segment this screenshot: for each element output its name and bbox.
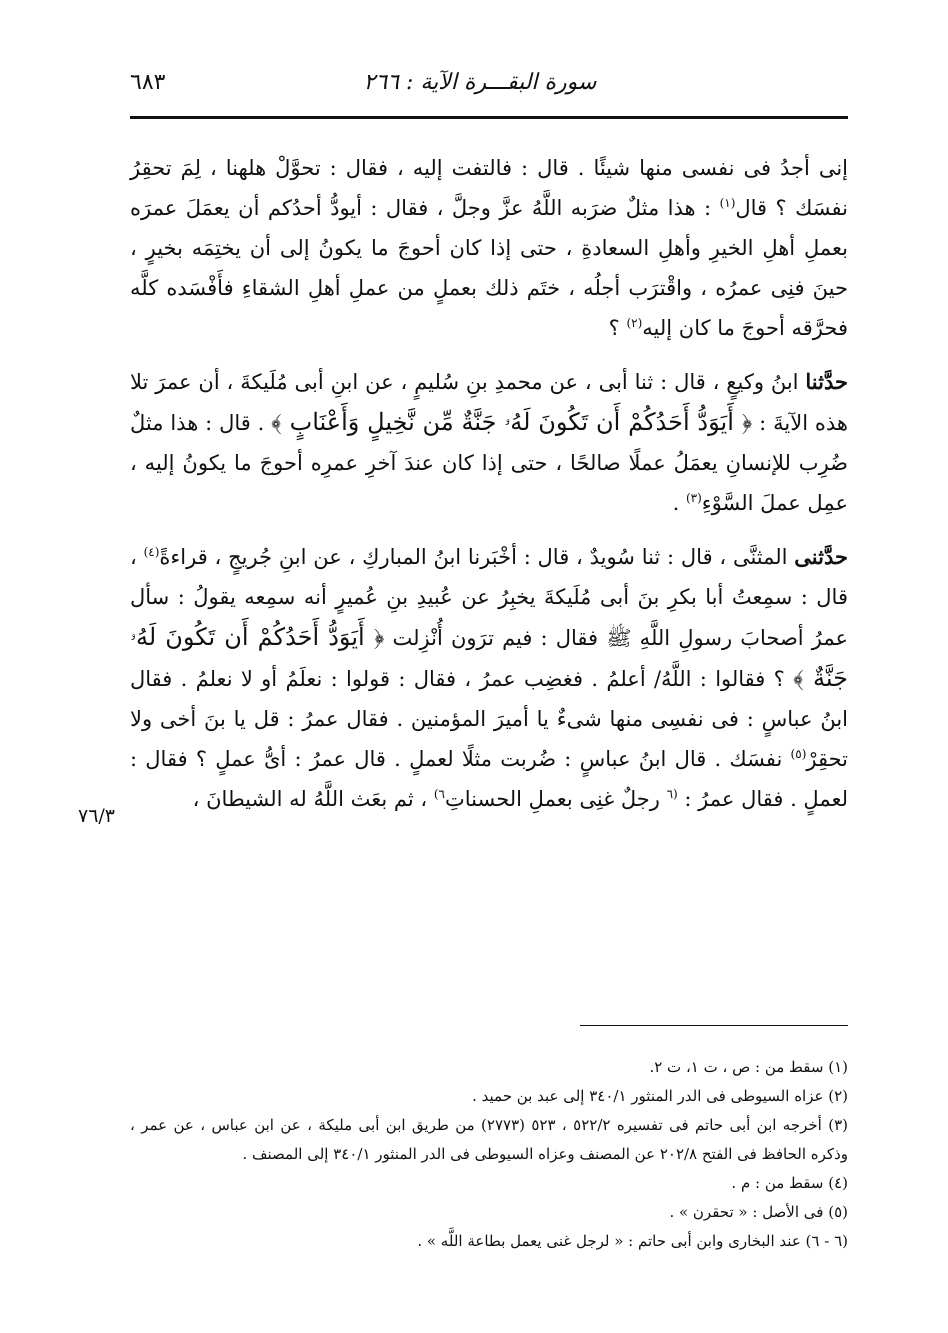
margin-volume-page-note: ٧٦/٣: [78, 805, 116, 827]
footnote-ref: (٣): [685, 491, 702, 505]
footnote-ref: (٥): [790, 747, 807, 761]
paragraph-3: [130, 537, 848, 819]
paragraph-text: ؟ فقالوا : اللَّهُ/ أعلمُ . فغضِب عمرُ ، فقال : قولوا : نعلَمُ أو لا نعلمُ . فقال ابنُ عباسٍ : فى نفسِى منها شىءٌ يا أميرَ المؤمنين . فقال عمرُ : قل يا بنَ أخى ولا تحقِرْ: [130, 667, 848, 771]
paragraph-text: نفسَك . قال ابنُ عباسٍ : ضُربت مثلًا لعملٍ . قال عمرُ : أىُّ عملٍ ؟ فقال : لعملٍ . فقال عمرُ :: [130, 747, 848, 811]
footnote-ref: (٢): [626, 316, 643, 330]
paragraph-text: ابنُ وكيعٍ ، قال : ثنا أبى ، عن محمدِ بنِ سُليمٍ ، عن ابنِ أبى مُلَيكةَ ، أن عمرَ تلا هذه الآيةَ :: [130, 370, 848, 435]
footnote-ref: ٦): [433, 787, 445, 801]
isnad-lead: حدَّثنى: [794, 544, 848, 569]
footnote-item: (١) سقط من : ص ، ت ١، ت ٢.: [649, 1058, 848, 1076]
footnote-rule: [580, 1025, 848, 1026]
paragraph-text: إنى أجدُ فى نفسى منها شيئًا . قال : فالتفت إليه ، فقال : تحوَّلْ هلهنا ، لِمَ تحقِرُ نفسَك ؟ قال: [130, 156, 849, 220]
footnote-ref: (٦: [666, 787, 678, 801]
paragraph-1: [130, 148, 848, 348]
footnote-ref: (١): [719, 196, 736, 210]
footnote-item: (٦ - ٦) عند البخارى وابن أبى حاتم : « لرجل غنى يعمل بطاعة اللَّه » .: [417, 1232, 848, 1250]
quran-verse: ﴿ أَيَوَدُّ أَحَدُكُمْ أَن تَكُونَ لَهُۥ جَنَّةٌ مِّن نَّخِيلٍ وَأَعْنَابٍ ﴾: [271, 408, 753, 436]
footnote-item: (٣) أخرجه ابن أبى حاتم فى تفسيره ٥٢٢/٢ ، ٥٢٣ (٢٧٧٣) من طريق ابن أبى مليكة ، عن ابن عباس ، عن عمر ، وذكره الحافظ فى الفتح ٢٠٢/٨ عن المصنف وعزاه السيوطى فى الدر المنثور ٣٤٠/١ إلى المصنف .: [130, 1116, 848, 1163]
paragraph-text: ، قال : سمِعتُ أبا بكرِ بنَ أبى مُلَيكةَ يخبِرُ عن عُبيدِ بنِ عُميرٍ أنه سمِعه يقولُ : سأل عمرُ أصحابَ رسولِ اللَّهِ ﷺ فقال : فيم ترَون أُنْزِلت: [130, 545, 848, 650]
paragraph-text: ، ثم بعَث اللَّهُ له الشيطانَ ،: [192, 787, 434, 811]
running-header-title: سورة البقـــرة الآية : ٢٦٦: [363, 70, 597, 95]
footnote-item: (٢) عزاه السيوطى فى الدر المنثور ٣٤٠/١ إلى عبد بن حميد .: [472, 1087, 848, 1105]
paragraph-text: ؟: [608, 316, 627, 340]
paragraph-text: رجلٌ غنِى بعملِ الحسناتِ: [444, 787, 667, 811]
header-rule: [130, 116, 848, 119]
quran-verse: ﴿ أَيَوَدُّ أَحَدُكُمْ أَن تَكُونَ لَهُۥ جَنَّةٌ ﴾: [130, 623, 848, 692]
isnad-lead: حدَّثنا: [805, 369, 848, 394]
footnote-item: (٤) سقط من : م .: [731, 1174, 848, 1192]
page-number: ٦٨٣: [130, 70, 166, 95]
main-text: [130, 148, 848, 833]
paragraph-2: [130, 362, 848, 523]
footnote-item: (٥) فى الأصل : « تحقرن » .: [669, 1203, 848, 1221]
paragraph-text: المثنَّى ، قال : ثنا سُويدٌ ، قال : أخْبَرنا ابنُ المباركِ ، عن ابنِ جُريجٍ ، قراءةً: [159, 545, 795, 569]
paragraph-text: .: [672, 491, 686, 515]
footnote-ref: (٤): [143, 545, 160, 559]
paragraph-text: : هذا مثلٌ ضرَبه اللَّهُ عزَّ وجلَّ ، فقال : أيودُّ أحدُكم أن يعمَلَ عمرَه بعملِ أهلِ الخيرِ وأهلِ السعادةِ ، حتى إذا كان أحوجَ ما يكونُ إلى أن يختِمَه بخيرٍ ، حينَ فنِى عمرُه ، واقْترَب أجلُه ، ختَم ذلك بعملٍ من عملِ أهلِ الشقاءِ فأَفْسَده كلَّه فحرَّقه أحوجَ ما كان إليه: [130, 196, 848, 340]
footnotes: [130, 1053, 848, 1256]
paragraph-text: . قال : هذا مثلٌ ضُرِب للإنسانِ يعمَلُ عملًا صالحًا ، حتى إذا كان عندَ آخرِ عمرِه أحوجَ ما يكونُ إليه ، عمِل عملَ السَّوْءِ: [130, 411, 848, 515]
